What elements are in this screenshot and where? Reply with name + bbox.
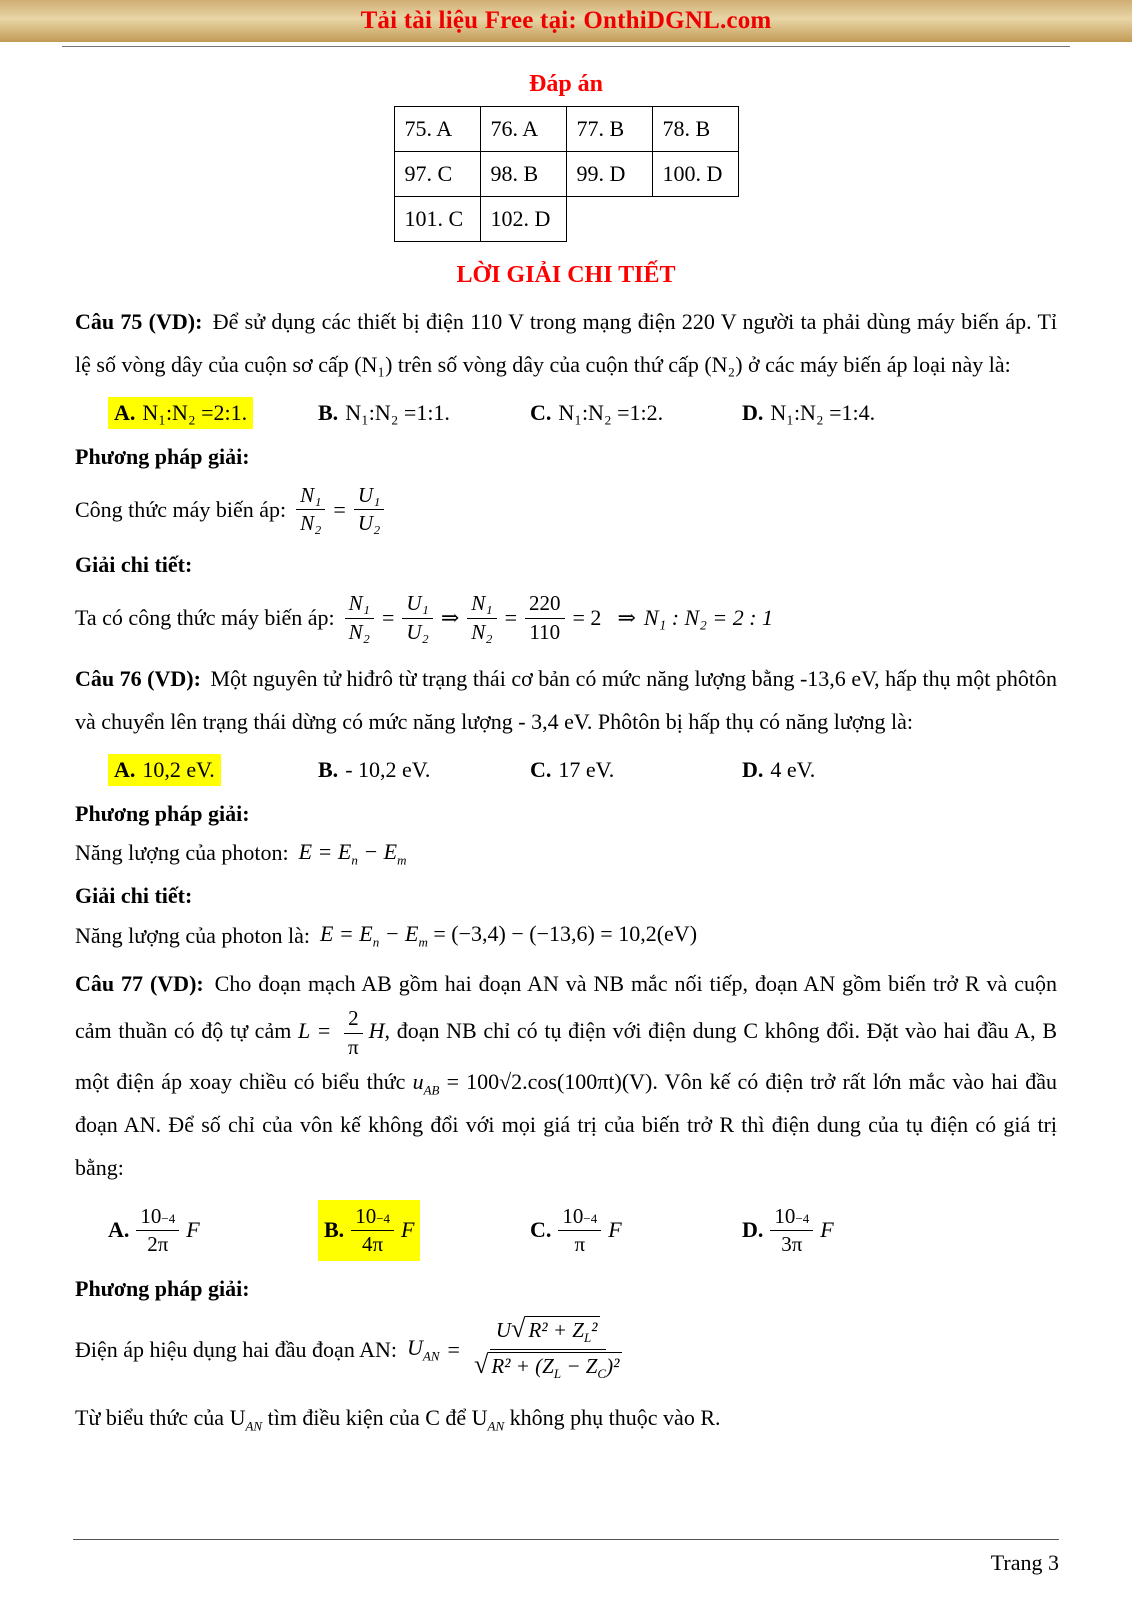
formula-intro: Năng lượng của photon: xyxy=(75,840,289,866)
answer-row xyxy=(394,152,738,197)
formula-intro: Công thức máy biến áp: xyxy=(75,496,287,522)
option-text: N₁:N₂ =1:1. xyxy=(345,399,450,425)
implies-arrow: ⇒ xyxy=(440,605,460,631)
option-75-D xyxy=(742,400,954,426)
option-letter: A. xyxy=(114,756,136,782)
answer-cell: 102. D xyxy=(480,197,566,242)
answer-cell: 77. B xyxy=(566,107,652,152)
page-content xyxy=(0,47,1132,1440)
option-75-C xyxy=(530,400,742,426)
question-75-options xyxy=(75,397,1057,429)
q75-detail-formula xyxy=(75,590,1057,646)
option-letter: C. xyxy=(530,756,552,782)
option-content xyxy=(318,400,450,426)
detail-heading-76: Giải chi tiết: xyxy=(75,883,193,909)
q75-result: N₁ : N₂ = 2 : 1 xyxy=(643,605,774,631)
equals-sign: = xyxy=(333,496,346,522)
method-heading-75: Phương pháp giải: xyxy=(75,443,250,469)
formula-intro: Điện áp hiệu dụng hai đầu đoạn AN: xyxy=(75,1336,397,1362)
question-77-label: Câu 77 (VD): xyxy=(75,970,204,996)
photon-energy-computation: $E = E_n - E_m = (-3,4) - (-13,6) = 10,2(eV)$ xyxy=(319,921,698,950)
method-heading-76: Phương pháp giải: xyxy=(75,800,250,826)
answer-cell: 76. A xyxy=(480,107,566,152)
equals-sign: = xyxy=(447,1336,460,1362)
capacitance-fraction: 10 −4 4π xyxy=(351,1203,394,1259)
option-77-D xyxy=(742,1203,954,1259)
capacitance-fraction: 10 −4 2π xyxy=(136,1203,179,1259)
question-77-part2: , đoạn NB chỉ có tụ điện với điện dung C không đổi. Đặt vào hai đầu A, B một điện áp xoay chiều có biểu thức xyxy=(75,1018,1057,1095)
option-content xyxy=(318,757,430,783)
question-77-options xyxy=(75,1200,1057,1262)
answer-cell: 75. A xyxy=(394,107,480,152)
q77-method-formula xyxy=(75,1314,1057,1385)
option-letter: C. xyxy=(530,399,552,425)
option-unit: F xyxy=(608,1217,622,1243)
option-text: N₁:N₂ =2:1. xyxy=(142,399,248,425)
option-76-B xyxy=(318,757,530,783)
option-letter: B. xyxy=(318,399,339,425)
q75-method-formula xyxy=(75,482,1057,538)
q77-note: Từ biểu thức của $U_{AN}$ tìm điều kiện của C để $U_{AN}$ không phụ thuộc vào R. xyxy=(75,1405,721,1434)
answer-cell: 99. D xyxy=(566,152,652,197)
question-76-text xyxy=(75,658,1057,744)
answers-title: Đáp án xyxy=(528,71,604,97)
answer-cell: 101. C xyxy=(394,197,480,242)
voltage-formula: $u_{AB} = 100√2.\cos(100\pi t)(V)$ xyxy=(412,1069,653,1098)
answer-cell: 98. B xyxy=(480,152,566,197)
question-75-text xyxy=(75,301,1057,387)
page-footer xyxy=(0,1539,1132,1576)
question-77-part3: . Vôn kế có điện trở rất lớn mắc vào hai đầu đoạn AN. Để số chỉ của vôn kế không đổi với mọi giá trị của biến trở R thì điện dung của tụ điện có giá trị bằng: xyxy=(75,1069,1058,1180)
sqrt-sign: √ xyxy=(473,1350,489,1380)
answer-row xyxy=(394,107,738,152)
answer-row xyxy=(394,197,738,242)
banner-text: Tải tài liệu Free tại: OnthiDGNL.com xyxy=(360,7,772,34)
footer-divider xyxy=(73,1539,1059,1540)
answer-table xyxy=(394,106,739,242)
option-content xyxy=(108,397,253,429)
implies-arrow: ⇒ xyxy=(617,605,636,631)
solutions-title: LỜI GIẢI CHI TIẾT xyxy=(456,262,676,288)
option-76-A xyxy=(108,754,318,786)
option-text: 17 eV. xyxy=(558,756,615,782)
question-76-body: Một nguyên tử hiđrô từ trạng thái cơ bản có mức năng lượng bằng -13,6 eV, hấp thụ một phôtôn và chuyển lên trạng thái dừng có mức năng lượng - 3,4 eV. Phôtôn bị hấp thụ có năng lượng là: xyxy=(75,665,1057,734)
fraction-u1-u2: $\frac{\text{U₁}}{\text{U₂}}$ xyxy=(354,482,384,538)
inductance-formula: L = $\frac{2}{\pi}$ H xyxy=(298,1006,385,1059)
q76-method-formula xyxy=(75,839,1057,868)
option-letter: B. xyxy=(324,1217,345,1243)
answer-cell: 97. C xyxy=(394,152,480,197)
fraction-u1-u2: $\frac{\text{U₁}}{\text{U₂}}$ xyxy=(402,590,432,646)
option-letter: C. xyxy=(530,1217,552,1243)
formula-intro: Năng lượng của photon là: xyxy=(75,922,310,948)
option-content xyxy=(108,1203,200,1259)
option-unit: F xyxy=(401,1217,415,1243)
option-letter: D. xyxy=(742,399,764,425)
question-77-part1: Cho đoạn mạch AB gồm hai đoạn AN và NB mắc nối tiếp, đoạn AN gồm biến trở R và cuộn cảm thuần có độ tự cảm xyxy=(75,970,1057,1044)
capacitance-fraction: 10 −4 3π xyxy=(770,1203,813,1259)
photon-energy-formula: $E = E_n - E_m$ xyxy=(298,838,407,868)
answer-cell: 100. D xyxy=(652,152,738,197)
option-content xyxy=(108,754,221,786)
detail-heading-75: Giải chi tiết: xyxy=(75,552,193,578)
option-content xyxy=(530,400,663,426)
option-text: - 10,2 eV. xyxy=(345,756,431,782)
q76-detail-formula xyxy=(75,921,1057,950)
option-letter: A. xyxy=(108,1217,130,1243)
option-75-A xyxy=(108,397,318,429)
option-77-C xyxy=(530,1203,742,1259)
formula-intro: Ta có công thức máy biến áp: xyxy=(75,605,335,631)
option-text: N₁:N₂ =1:2. xyxy=(558,399,664,425)
sqrt-sign: √ xyxy=(511,1314,526,1344)
option-content xyxy=(742,757,815,783)
option-77-A xyxy=(108,1203,318,1259)
option-text: 4 eV. xyxy=(770,756,816,782)
question-76-label: Câu 76 (VD): xyxy=(75,665,201,691)
question-76-options xyxy=(75,754,1057,786)
option-content xyxy=(530,1203,622,1259)
fraction-n1-n2: $\frac{\text{N₁}}{\text{N₂}}$ xyxy=(345,590,374,646)
option-letter: B. xyxy=(318,756,339,782)
option-text: 10,2 eV. xyxy=(142,756,215,782)
option-76-D xyxy=(742,757,954,783)
option-unit: F xyxy=(186,1217,200,1243)
fraction-220-110: $\frac{220}{110}$ xyxy=(525,590,565,646)
equals-sign: = xyxy=(381,605,395,631)
question-75-label: Câu 75 (VD): xyxy=(75,309,203,334)
equals-two: = 2 xyxy=(572,605,602,631)
method-heading-77: Phương pháp giải: xyxy=(75,1276,250,1302)
option-letter: D. xyxy=(742,756,764,782)
option-content xyxy=(318,1200,420,1262)
option-77-B xyxy=(318,1200,530,1262)
fraction-n1-n2: $\frac{\text{N₁}}{\text{N₂}}$ xyxy=(467,590,496,646)
option-75-B xyxy=(318,400,530,426)
option-76-C xyxy=(530,757,742,783)
page-number: Trang 3 xyxy=(990,1550,1059,1575)
uan-fraction: U √ $R^2 + Z_L^2$ √ $R^2 + (Z_L - Z_C)^2$ xyxy=(468,1314,628,1385)
option-unit: F xyxy=(820,1217,834,1243)
answer-cell: 78. B xyxy=(652,107,738,152)
option-content xyxy=(742,1203,834,1259)
option-content xyxy=(530,757,614,783)
fraction-n1-n2: $\frac{\text{N₁}}{\text{N₂}}$ xyxy=(296,482,325,538)
capacitance-fraction: 10 −4 π xyxy=(558,1203,601,1259)
site-banner xyxy=(0,0,1132,42)
option-letter: D. xyxy=(742,1217,764,1243)
equals-sign: = xyxy=(504,605,518,631)
question-75-body: Để sử dụng các thiết bị điện 110 V trong mạng điện 220 V người ta phải dùng máy biến áp. Tỉ lệ số vòng dây của cuộn sơ cấp (N₁) trên số vòng dây của cuộn thứ cấp (N₂) ở các máy biến áp loại này là: xyxy=(75,309,1058,377)
option-content xyxy=(742,400,875,426)
uan-symbol: $U_{AN}$ xyxy=(407,1335,440,1364)
option-letter: A. xyxy=(114,399,136,425)
option-text: N₁:N₂ =1:4. xyxy=(770,399,876,425)
question-77-text xyxy=(75,963,1057,1190)
